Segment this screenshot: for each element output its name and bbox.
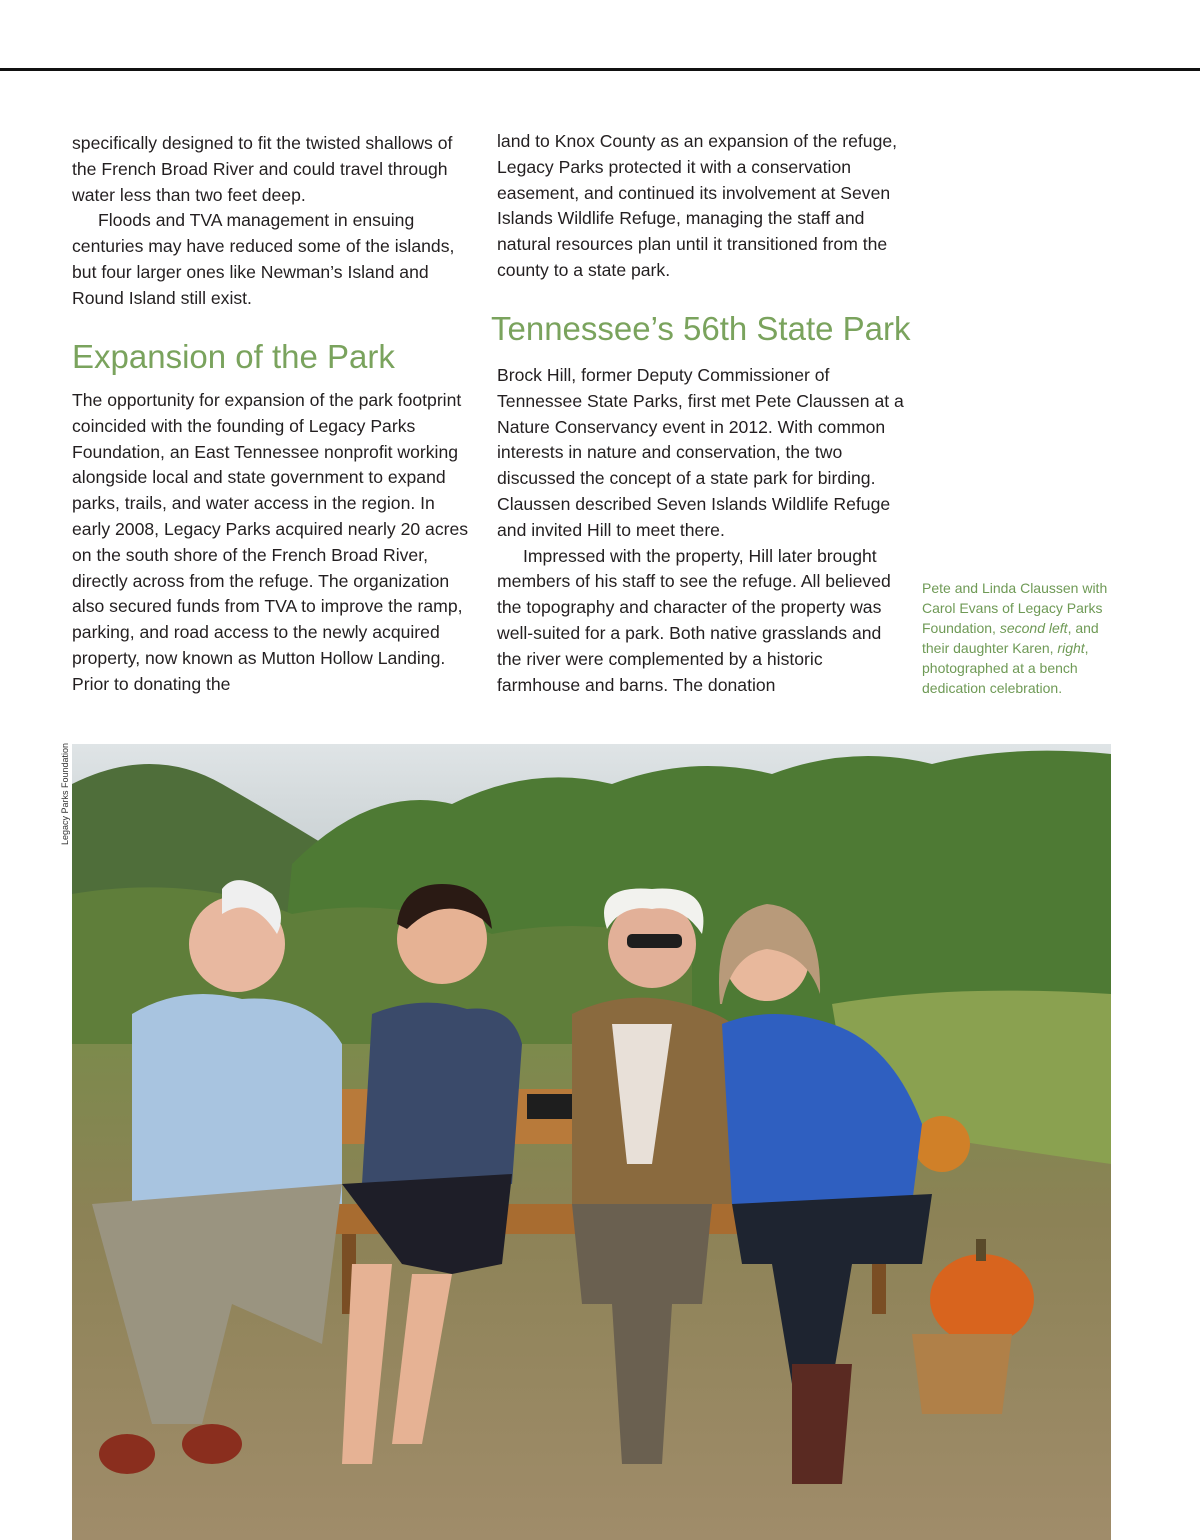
caption-text-1: Pete and Linda Claussen with Carol Evans of Legacy Parks Foundation, (922, 580, 1108, 636)
bench-dedication-photo (72, 744, 1111, 1540)
caption-text-2: , and their daughter Karen, (922, 620, 1099, 656)
state-park-paragraph-2: Impressed with the property, Hill later brought members of his staff to see the refuge. All believed the topography and character of the property was well-suited for a park. Both native grasslands and the river were complemented by a historic farmhouse and barns. The donation (497, 545, 891, 695)
caption-emphasis-second-left: second left (999, 620, 1068, 636)
pumpkin (930, 1254, 1034, 1344)
basket (912, 1334, 1012, 1414)
photo-illustration (72, 744, 1111, 1540)
left-column-intro (72, 131, 472, 312)
intro-paragraph-1: specifically designed to fit the twisted shallows of the French Broad River and could travel through water less than two feet deep. (72, 133, 453, 205)
section-heading-state-park: Tennessee’s 56th State Park (491, 310, 911, 347)
flower-pot (914, 1116, 970, 1172)
state-park-paragraph-1: Brock Hill, former Deputy Commissioner of Tennessee State Parks, first met Pete Claussen at a Nature Conservancy event in 2012. With common interests in nature and conservation, the two discussed the concept of a state park for birding. Claussen described Seven Islands Wildlife Refuge and invited Hill to meet there. (497, 365, 904, 540)
caption-text-3: , photographed at a bench dedication celebration. (922, 640, 1089, 696)
intro-paragraph-2: Floods and TVA management in ensuing centuries may have reduced some of the islands, but four larger ones like Newman’s Island and Round Island still exist. (72, 210, 455, 308)
expansion-paragraph: The opportunity for expansion of the park footprint coincided with the founding of Legacy Parks Foundation, an East Tennessee nonprofit working alongside local and state government to expand parks, trails, and water access in the region. In early 2008, Legacy Parks acquired nearly 20 acres on the south shore of the French Broad River, directly across from the refuge. The organization also secured funds from TVA to improve the ramp, parking, and road access to the newly acquired property, now known as Mutton Hollow Landing. Prior to donating the (72, 390, 469, 694)
middle-intro-paragraph: land to Knox County as an expansion of the refuge, Legacy Parks protected it with a conservation easement, and continued its involvement at Seven Islands Wildlife Refuge, managing the staff and natural resources plan until it transitioned from the county to a state park. (497, 131, 898, 280)
caption-emphasis-right: right (1057, 640, 1085, 656)
middle-column-intro (497, 129, 907, 284)
top-rule (0, 68, 1200, 71)
photo-caption (922, 578, 1122, 698)
section-heading-expansion: Expansion of the Park (72, 338, 395, 375)
middle-column-body (497, 363, 907, 698)
photo-credit: Legacy Parks Foundation (60, 742, 70, 845)
left-column-body (72, 388, 472, 698)
pumpkin-stem (976, 1239, 986, 1261)
